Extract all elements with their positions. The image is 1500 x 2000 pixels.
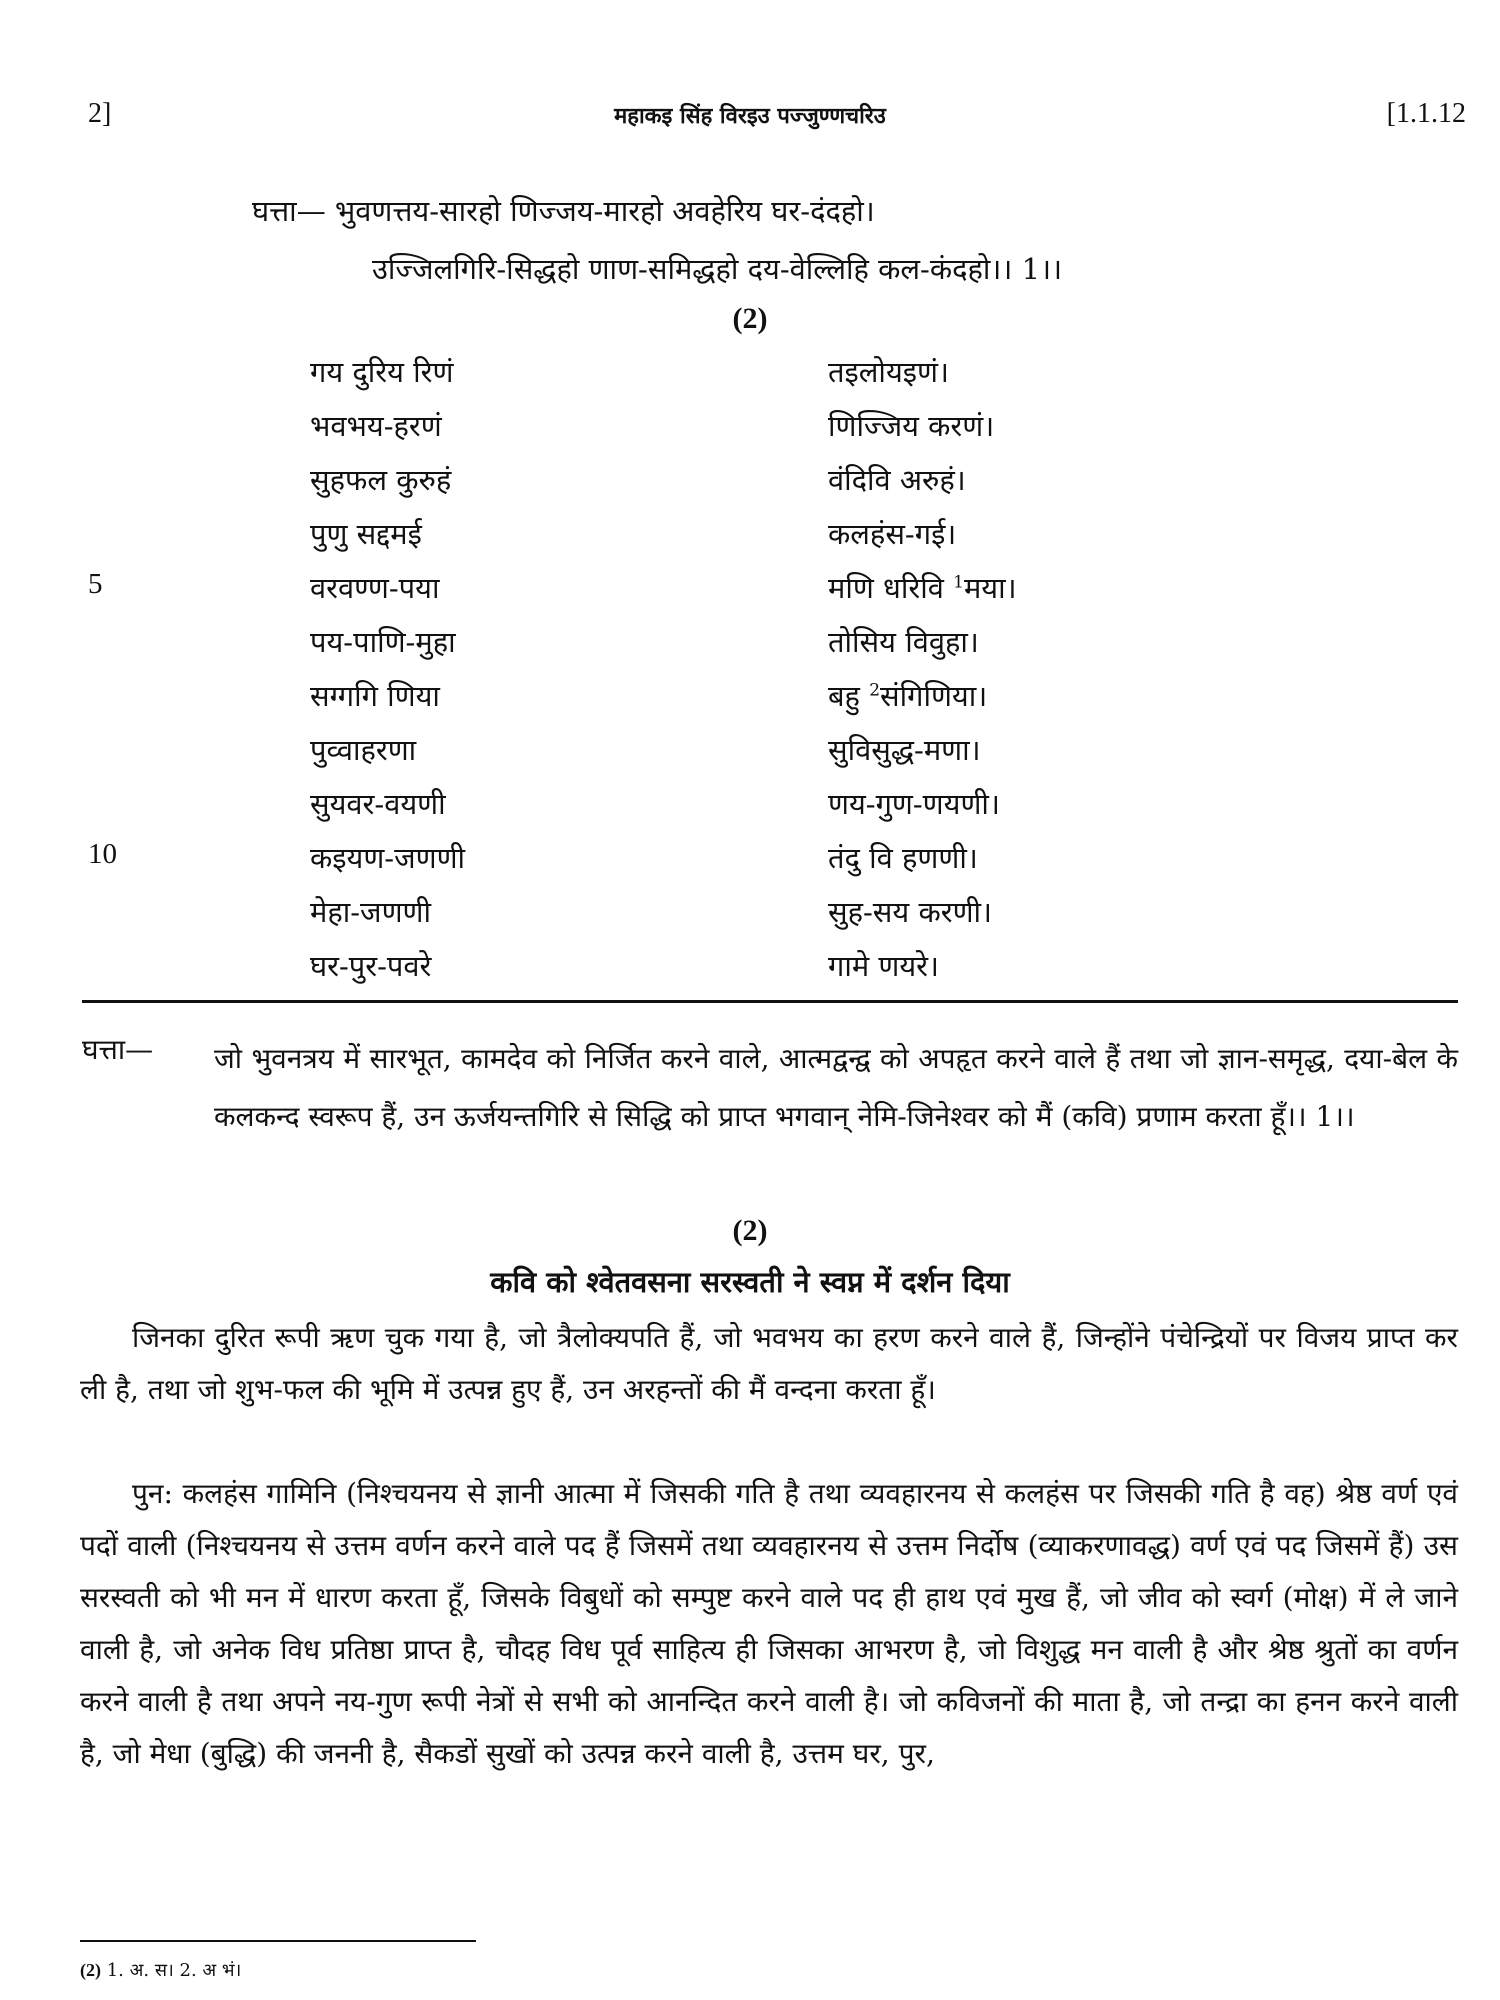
section-2-title: कवि को श्वेतवसना सरस्वती ने स्वप्न में दर्शन दिया [490,1265,1010,1299]
verse-left: मेहा-जणणी [310,895,432,929]
verse-right: गामे णयरे। [828,949,940,983]
section-2-number: (2) [732,1214,768,1247]
verse-left: सुयवर-वयणी [310,787,446,821]
verse-line [0,568,1500,622]
verse-right: कलहंस-गई। [828,517,957,551]
verse-line [0,838,1500,892]
line-number: 5 [88,568,103,600]
prose-paragraph-2: पुन: कलहंस गामिनि (निश्चयनय से ज्ञानी आत्मा में जिसकी गति है तथा व्यवहारनय से कलहंस पर जिसकी गति है वह) श्रेष्ठ वर्ण एवं पदों वाली (निश्चयनय से उत्तम वर्णन करने वाले पद हैं जिसमें तथा व्यवहारनय से उत्तम निर्दोष (व्याकरणावद्ध) वर्ण एवं पद जिसमें हैं) उस सरस्वती को भी मन में धारण करता हूँ, जिसके विबुधों को सम्पुष्ट करने वाले पद ही हाथ एवं मुख हैं, जो जीव को स्वर्ग (मोक्ष) में ले जाने वाली है, जो अनेक विध प्रतिष्ठा प्राप्त है, चौदह विध पूर्व साहित्य ही जिसका आभरण है, जो विशुद्ध मन वाली है और श्रेष्ठ श्रुतों का वर्णन करने वाली है तथा अपने नय-गुण रूपी नेत्रों से सभी को आनन्दित करने वाली है। जो कविजनों की माता है, जो तन्द्रा का हनन करने वाली है, जो मेधा (बुद्धि) की जननी है, सैकडों सुखों को उत्पन्न करने वाली है, उत्तम घर, पुर, [80,1477,1458,1770]
verse-left: गय दुरिय रिणं [310,355,454,389]
prose-paragraph-1: जिनका दुरित रूपी ऋण चुक गया है, जो त्रैलोक्यपति हैं, जो भवभय का हरण करने वाले हैं, जिन्होंने पंचेन्द्रियों पर विजय प्राप्त कर ली है, तथा जो शुभ-फल की भूमि में उत्पन्न हुए हैं, उन अरहन्तों की मैं वन्दना करता हूँ। [80,1321,1458,1406]
verse-left: सग्गगि णिया [310,679,440,713]
ghatta-verse [252,182,1062,298]
verse-line [0,622,1500,676]
verse-left: वरवण्ण-पया [310,571,440,605]
verse-right: तइलोयइणं। [828,355,949,389]
verse-line [0,460,1500,514]
verse-left: पय-पाणि-मुहा [310,625,456,659]
page-number: 2] [88,98,112,129]
verse-line [0,892,1500,946]
verse-right: बहु $^2$संगिणिया। [828,679,988,713]
verse-right: तोसिय विवुहा। [828,625,979,659]
verse-line [0,730,1500,784]
verse-line [0,352,1500,406]
ghatta-verse-line-1: घत्ता— भुवणत्तय-सारहो णिज्जय-मारहो अवहेरिय घर-दंदहो। [252,194,875,228]
line-number: 10 [88,838,117,870]
ghatta-translation-text: जो भुवनत्रय में सारभूत, कामदेव को निर्जित करने वाले, आत्मद्वन्द्व को अपहृत करने वाले हैं तथा जो ज्ञान-समृद्ध, दया-बेल के कलकन्द स्वरूप हैं, उन ऊर्जयन्तगिरि से सिद्धि को प्राप्त भगवान् नेमि-जिनेश्वर को मैं (कवि) प्रणाम करता हूँ।। 1।। [214,1042,1458,1133]
verse-left: सुहफल कुरुहं [310,463,452,497]
verse-line [0,676,1500,730]
book-title: महाकइ सिंह विरइउ पज्जुण्णचरिउ [614,103,886,129]
ghatta-verse-line-2: उज्जिलगिरि-सिद्धहो णाण-समिद्धहो दय-वेल्लिहि कल-कंदहो।। 1।। [372,252,1063,286]
verse-right: णिज्जिय करणं। [828,409,995,443]
verse-left: पुव्वाहरणा [310,733,417,767]
page-header [0,98,1500,138]
verse-line [0,514,1500,568]
footnote-marker: 1 [953,572,964,593]
verse-right: सुविसुद्ध-मणा। [828,733,981,767]
verse-right: मणि धरिवि $^1$मया। [828,571,1017,605]
footnote-text: 1. अ. स। 2. अ भं। [106,1960,242,1981]
verse-right: णय-गुण-णयणी। [828,787,1000,821]
verse-right: तंदु वि हणणी। [828,841,978,875]
footnote-label: (2) [80,1960,101,1980]
footnote-divider [80,1940,476,1942]
verse-left: कइयण-जणणी [310,841,466,875]
verse-section-number: (2) [732,302,768,335]
footnote-marker: 2 [869,680,881,701]
verse-line [0,946,1500,1000]
verse-right: वंदिवि अरुहं। [828,463,966,497]
section-divider [82,1000,1458,1003]
verse-left: घर-पुर-पवरे [310,949,432,983]
ghatta-translation-label: घत्ता— [82,1033,154,1066]
verse-line [0,406,1500,460]
verse-left: पुणु सद्दमई [310,517,422,551]
verse-left: भवभय-हरणं [310,409,442,443]
verse-line [0,784,1500,838]
verse-right: सुह-सय करणी। [828,895,993,929]
footnote [80,1958,241,1982]
verse-reference: [1.1.12 [1386,98,1466,129]
